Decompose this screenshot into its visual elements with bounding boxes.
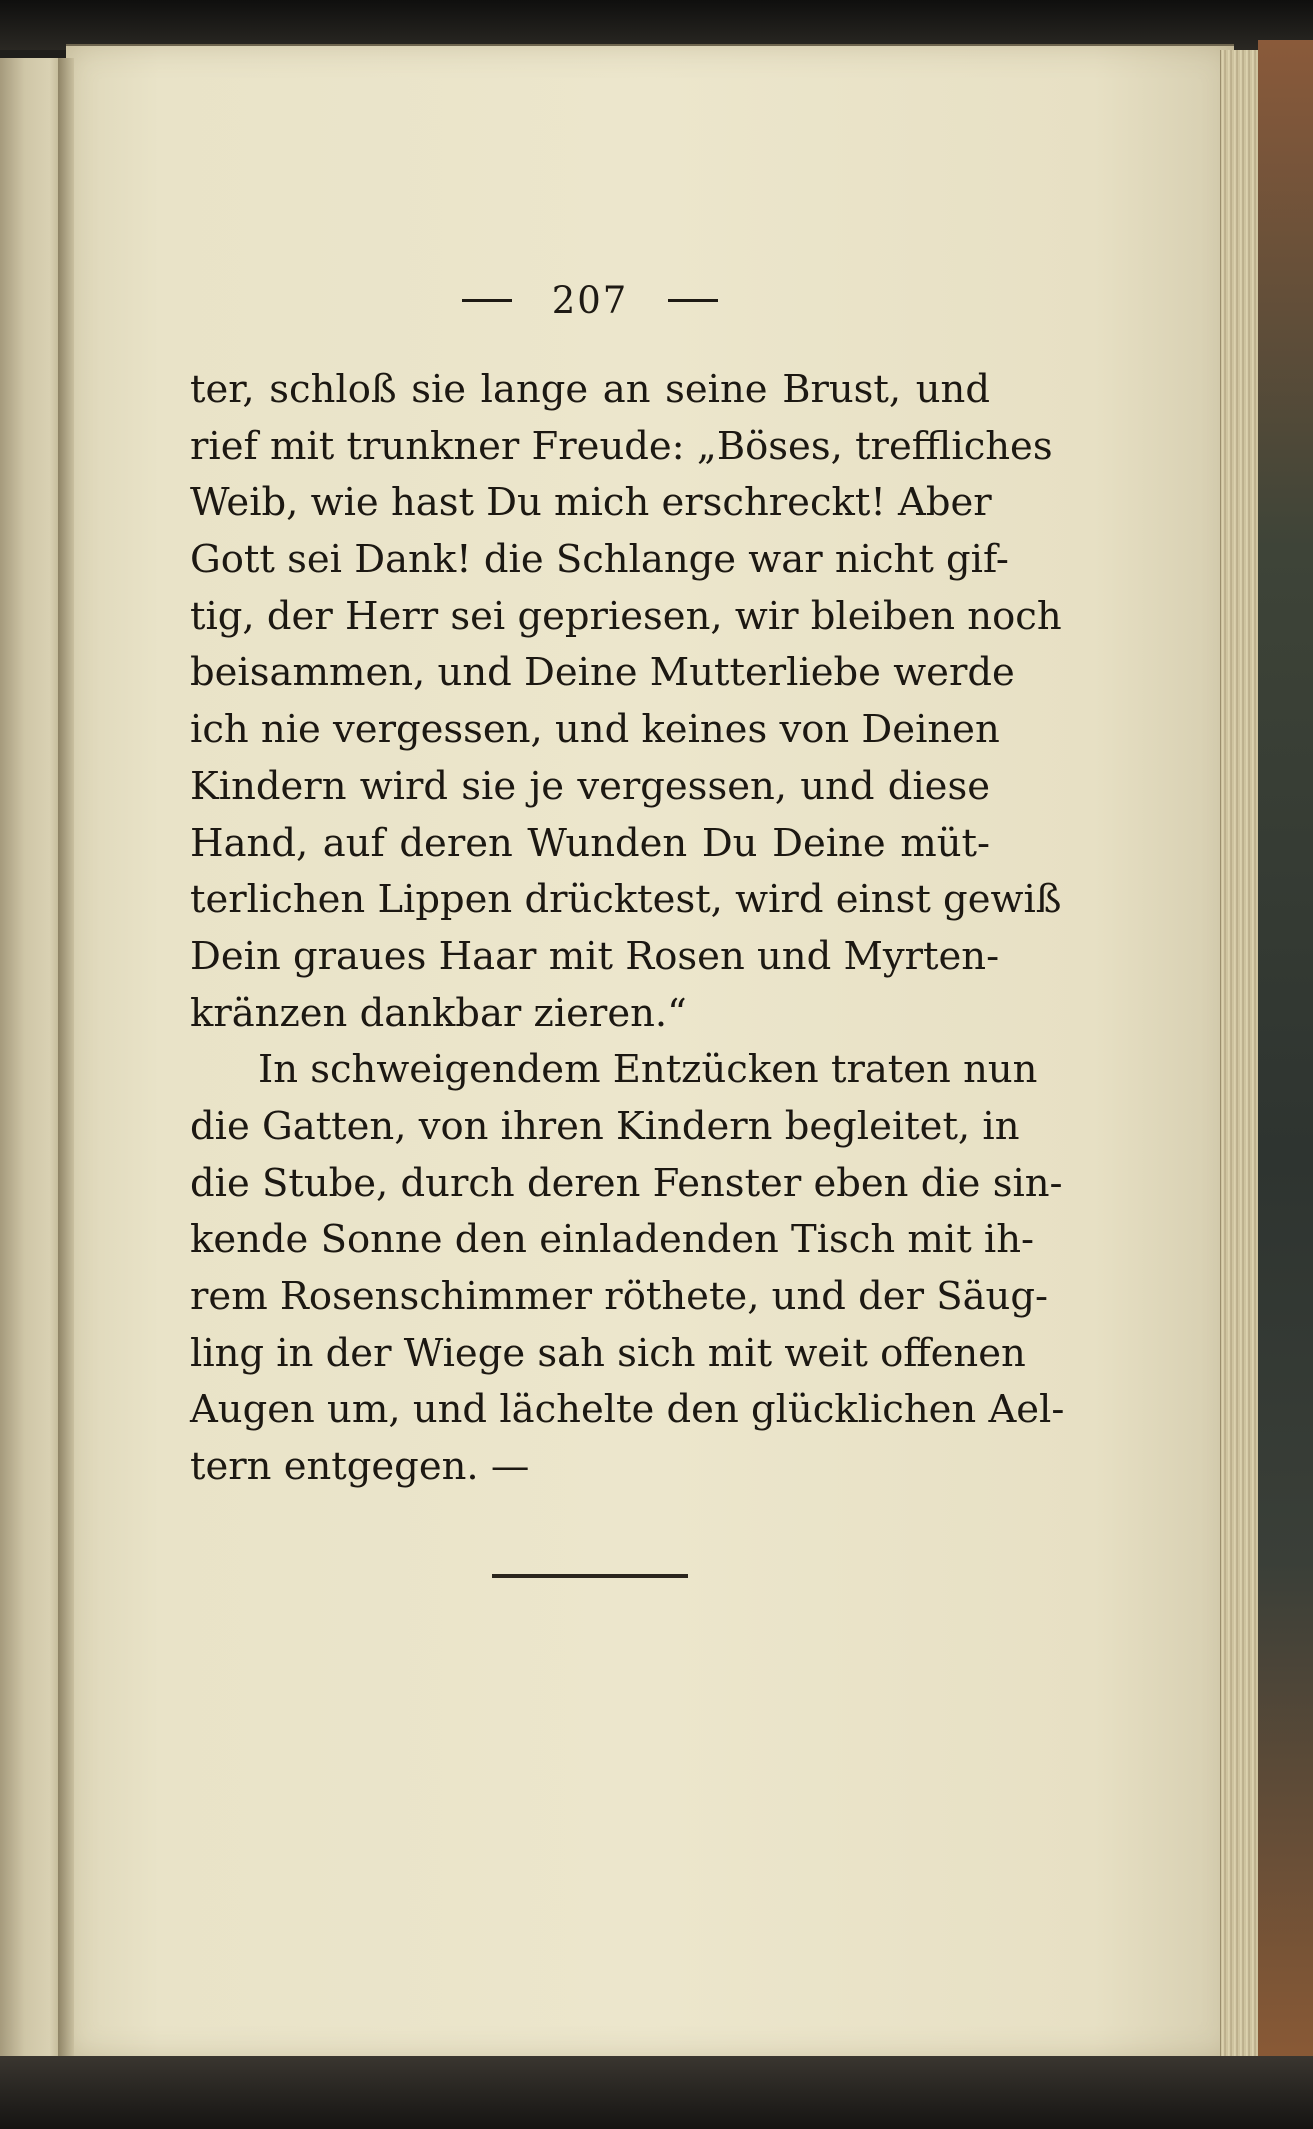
paragraph-2 [190,1042,1065,1496]
text-line: ter, schloß sie lange an seine Brust, und [190,367,990,412]
text-line: die Stube, durch deren Fenster eben die sin- [190,1160,1063,1206]
text-line: Gott sei Dank! die Schlange war nicht gif- [190,537,1009,583]
header-dash-left [462,299,512,302]
text-line: tig, der Herr sei gepriesen, wir bleiben noch [190,593,1062,639]
text-line: Hand, auf deren Wunden Du Deine müt- [190,820,990,866]
text-line: rem Rosenschimmer röthete, und der Säug- [190,1274,1048,1319]
paragraph-1 [190,362,1062,1042]
text-line: Augen um, und lächelte den glücklichen Ael- [190,1387,1065,1433]
page-fore-edge [1220,50,1261,2056]
header-dash-right [668,299,718,302]
text-line: kränzen dankbar zieren.“ [190,990,687,1036]
text-line: In schweigendem Entzücken traten nun [258,1047,1038,1093]
text-line: ling in der Wiege sah sich mit weit offenen [190,1330,1026,1376]
text-line: rief mit trunkner Freude: „Böses, treffliches [190,423,1053,469]
body-text [190,362,1065,1496]
page-gutter [58,58,74,2056]
end-rule [492,1574,688,1578]
page-header [190,270,990,330]
text-line: Kindern wird sie je vergessen, und diese [190,763,990,809]
book-cover-edge [1258,40,1313,2070]
text-line: tern entgegen. — [190,1444,530,1490]
text-line: beisammen, und Deine Mutterliebe werde [190,650,1015,696]
text-line: Dein graues Haar mit Rosen und Myrten- [190,933,1000,979]
text-line: ich nie vergessen, und keines von Deinen [190,707,1000,753]
scan-top-edge [0,0,1313,50]
page-number: 207 [551,278,629,322]
text-line: die Gatten, von ihren Kindern begleitet, in [190,1103,1020,1149]
text-line: Weib, wie hast Du mich erschreckt! Aber [190,480,992,526]
scan-bottom-edge [0,2056,1313,2129]
text-line: kende Sonne den einladenden Tisch mit ih- [190,1217,1035,1263]
left-page-edge [0,58,63,2056]
text-line: terlichen Lippen drücktest, wird einst gewiß [190,877,1062,923]
